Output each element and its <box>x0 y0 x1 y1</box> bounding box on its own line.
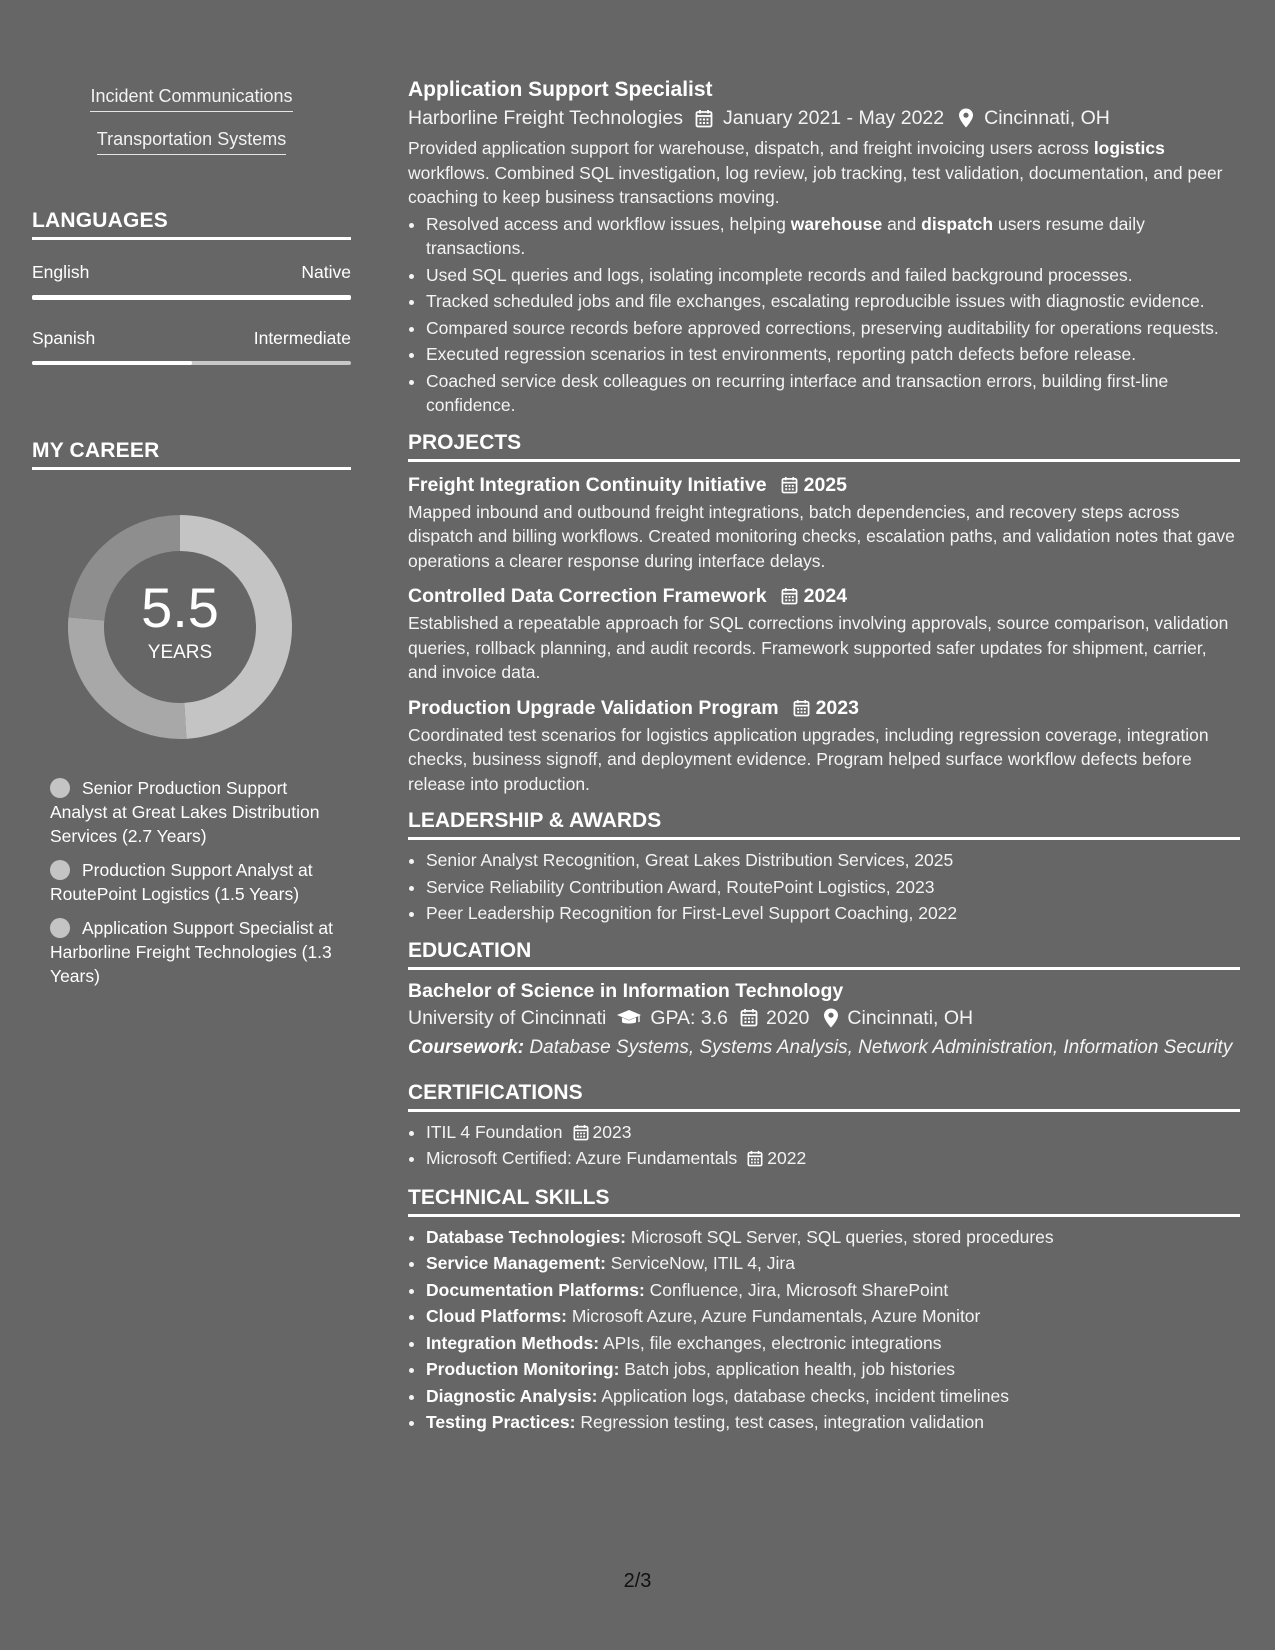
job-bullet: • Resolved access and workflow issues, helping warehouse and dispatch users resume daily transactions. <box>426 212 1240 261</box>
skill-item: • Service Management: ServiceNow, ITIL 4, Jira <box>426 1251 1240 1276</box>
education-heading: EDUCATION <box>408 938 1240 970</box>
career-heading: MY CAREER <box>32 439 351 470</box>
project-description: Coordinated test scenarios for logistics application upgrades, including regression coverage, integration checks, business signoff, and deployment evidence. Program helped surface workflow defects before release into production. <box>408 724 1209 794</box>
education-location: Cincinnati, OH <box>847 1006 974 1029</box>
language-level: Intermediate <box>253 327 351 348</box>
calendar-icon <box>740 1008 758 1027</box>
job-bullet: • Compared source records before approved corrections, preserving auditability for operations requests. <box>426 316 1240 341</box>
languages-section <box>32 209 351 365</box>
career-donut-chart <box>65 512 295 742</box>
career-legend-item <box>50 858 340 906</box>
education-year: 2020 <box>766 1006 810 1029</box>
project-item <box>408 695 1240 797</box>
job-title: Application Support Specialist <box>408 78 713 101</box>
skill-item: • Diagnostic Analysis: Application logs, database checks, incident timelines <box>426 1384 1240 1409</box>
certification-item: • Microsoft Certified: Azure Fundamentals 2022 <box>426 1146 1240 1171</box>
career-section <box>32 439 351 988</box>
language-level: Native <box>301 262 351 282</box>
project-year: 2025 <box>803 473 847 496</box>
calendar-icon <box>747 1150 763 1167</box>
career-legend-label: Application Support Specialist at Harborline Freight Technologies (1.3 Years) <box>50 918 333 986</box>
calendar-icon <box>793 699 810 717</box>
language-bar-fill <box>32 295 351 300</box>
job-bullet: • Coached service desk colleagues on recurring interface and transaction errors, building first-line confidence. <box>426 369 1240 418</box>
project-item <box>408 583 1240 685</box>
skill-item: • Testing Practices: Regression testing, test cases, integration validation <box>426 1410 1240 1435</box>
calendar-icon <box>695 109 713 128</box>
skill-item: • Production Monitoring: Batch jobs, application health, job histories <box>426 1357 1240 1382</box>
career-total-years: 5.5 <box>141 576 219 639</box>
language-item <box>32 262 351 300</box>
skill-item: • Cloud Platforms: Microsoft Azure, Azure Fundamentals, Azure Monitor <box>426 1304 1240 1329</box>
map-pin-icon <box>958 108 974 128</box>
legend-dot <box>50 918 70 938</box>
skill-item: • Database Technologies: Microsoft SQL Server, SQL queries, stored procedures <box>426 1225 1240 1250</box>
job-bullet: • Used SQL queries and logs, isolating incomplete records and failed background processes. <box>426 263 1240 288</box>
education-gpa: GPA: 3.6 <box>650 1006 729 1029</box>
right-column <box>408 76 1240 1437</box>
awards-list <box>408 848 1240 926</box>
language-bar-fill <box>32 361 192 366</box>
legend-dot <box>50 778 70 798</box>
job-location: Cincinnati, OH <box>984 107 1110 129</box>
tag-item: Incident Communications <box>90 86 292 112</box>
map-pin-icon <box>823 1008 839 1028</box>
skills-heading: TECHNICAL SKILLS <box>408 1185 1240 1217</box>
job-summary: Provided application support for warehouse, dispatch, and freight invoicing users across logistics workflows. Combined SQL investigation, log review, job tracking, test validation, documentation, and peer coaching to keep business transactions moving. <box>408 138 1223 207</box>
award-item: • Senior Analyst Recognition, Great Lakes Distribution Services, 2025 <box>426 848 1240 873</box>
career-legend-label: Production Support Analyst at RoutePoint Logistics (1.5 Years) <box>50 860 313 904</box>
career-total-unit: YEARS <box>147 642 213 663</box>
page-number: 2/3 <box>623 1570 652 1592</box>
left-column <box>32 80 351 998</box>
language-name: English <box>32 262 90 282</box>
language-name: Spanish <box>32 327 96 348</box>
language-bar <box>32 295 351 300</box>
education-meta <box>408 1004 1240 1032</box>
project-title: Production Upgrade Validation Program <box>408 696 779 719</box>
awards-heading: LEADERSHIP & AWARDS <box>408 808 1240 840</box>
language-bar <box>32 361 351 366</box>
project-description: Mapped inbound and outbound freight integrations, batch dependencies, and recovery steps across dispatch and billing workflows. Created monitoring checks, escalation paths, and validation notes that gave operations a clearer response during interface delays. <box>408 501 1235 571</box>
job-bullet: • Executed regression scenarios in test environments, reporting patch defects before release. <box>426 342 1240 367</box>
skills-list <box>408 1225 1240 1435</box>
skill-item: • Documentation Platforms: Confluence, Jira, Microsoft SharePoint <box>426 1278 1240 1303</box>
certifications-heading: CERTIFICATIONS <box>408 1080 1240 1112</box>
project-title: Controlled Data Correction Framework <box>408 585 767 607</box>
coursework-label: Coursework: <box>408 1036 525 1058</box>
education-coursework: Coursework: Database Systems, Systems Analysis, Network Administration, Information Security <box>408 1036 1233 1058</box>
projects-list <box>408 472 1240 797</box>
skill-item: • Integration Methods: APIs, file exchanges, electronic integrations <box>426 1331 1240 1356</box>
certification-item: • ITIL 4 Foundation 2023 <box>426 1120 1240 1145</box>
education-school: University of Cincinnati <box>408 1006 607 1029</box>
project-year: 2024 <box>803 585 848 607</box>
education-degree: Bachelor of Science in Information Technology <box>408 979 844 1002</box>
job-entry <box>408 76 1240 418</box>
graduation-cap-icon <box>616 1009 642 1027</box>
career-legend-label: Senior Production Support Analyst at Great Lakes Distribution Services (2.7 Years) <box>50 778 320 846</box>
legend-dot <box>50 860 70 880</box>
education-entry <box>408 978 1240 1060</box>
language-item <box>32 328 351 366</box>
job-meta <box>408 104 1240 132</box>
job-company: Harborline Freight Technologies <box>408 107 683 129</box>
career-legend-item <box>50 916 340 988</box>
career-legend <box>50 776 340 988</box>
project-title: Freight Integration Continuity Initiative <box>408 473 767 496</box>
award-item: • Service Reliability Contribution Award, RoutePoint Logistics, 2023 <box>426 875 1240 900</box>
projects-heading: PROJECTS <box>408 430 1240 462</box>
calendar-icon <box>573 1124 589 1141</box>
certifications-list <box>408 1120 1240 1171</box>
job-bullet: • Tracked scheduled jobs and file exchanges, escalating reproducible issues with diagnostic evidence. <box>426 289 1240 314</box>
calendar-icon <box>781 587 798 605</box>
tag-item: Transportation Systems <box>97 129 286 155</box>
job-dates: January 2021 - May 2022 <box>722 107 945 129</box>
project-item <box>408 472 1240 574</box>
calendar-icon <box>781 476 798 494</box>
career-legend-item <box>50 776 340 848</box>
languages-heading: LANGUAGES <box>32 209 351 240</box>
award-item: • Peer Leadership Recognition for First-Level Support Coaching, 2022 <box>426 901 1240 926</box>
job-bullets <box>408 212 1240 418</box>
project-description: Established a repeatable approach for SQL corrections involving approvals, source comparison, validation queries, rollback planning, and audit records. Framework supported safer updates for shipment, carrier, and invoice data. <box>408 613 1229 682</box>
tag-list <box>32 80 351 166</box>
project-year: 2023 <box>815 696 859 719</box>
